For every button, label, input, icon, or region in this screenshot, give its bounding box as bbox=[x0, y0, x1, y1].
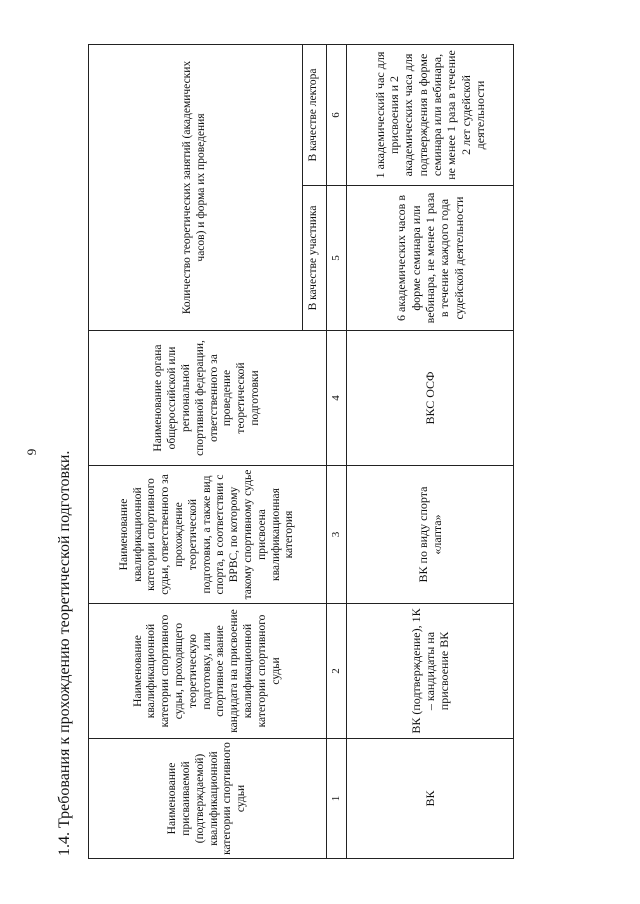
page-number: 9 bbox=[24, 448, 39, 456]
header-col6: В качестве лектора bbox=[302, 44, 326, 185]
cell-category: ВК bbox=[347, 739, 514, 859]
column-number-row bbox=[327, 44, 347, 858]
column-number: 3 bbox=[327, 466, 347, 604]
column-number: 5 bbox=[327, 186, 347, 331]
section-heading: 1.4. Требования к прохождению теоретической подготовки. bbox=[56, 450, 73, 856]
cell-trainee-category: ВК (подтверждение), 1К – кандидаты на присвоение ВК bbox=[347, 604, 514, 739]
header-col1: Наименование присваиваемой (подтверждаемой) квалификационной категории спортивного судьи bbox=[89, 739, 327, 859]
header-col56: Количество теоретических занятий (академических часов) и форма их проведения bbox=[89, 44, 303, 330]
cell-participant-hours: 6 академических часов в форме семинара или вебинара, не менее 1 раза в течение каждого года судейской деятельности bbox=[347, 186, 514, 331]
cell-responsible-judge: ВК по виду спорта «лапта» bbox=[347, 466, 514, 604]
column-number: 1 bbox=[327, 739, 347, 859]
cell-lecturer-hours: 1 академический час для присвоения и 2 академических часа для подтверждения в форме семинара или вебинара, не менее 1 раза в течение 2 лет судейской деятельности bbox=[347, 44, 514, 185]
column-number: 2 bbox=[327, 604, 347, 739]
column-number: 4 bbox=[327, 331, 347, 466]
table-row bbox=[347, 44, 514, 858]
header-col2: Наименование квалификационной категории спортивного судьи, проходящего теоретическую подготовку, или спортивное звание кандидата на присвоение квалификационной категории спортивного судьи bbox=[89, 604, 327, 739]
header-col4: Наименование органа общероссийской или региональной спортивной федерации, ответственного за проведение теоретической подготовки bbox=[89, 331, 327, 466]
header-row bbox=[89, 44, 303, 858]
column-number: 6 bbox=[327, 44, 347, 185]
header-col5: В качестве участника bbox=[302, 186, 326, 331]
cell-federation-body: ВКС ОСФ bbox=[347, 331, 514, 466]
header-col3: Наименование квалификационной категории спортивного судьи, ответственного за прохождение теоретической подготовки, а также вид спорта, в соответствии с ВРВС, по которому такому спортивному судье присвоена квалификационная категория bbox=[89, 466, 327, 604]
requirements-table bbox=[88, 44, 514, 859]
